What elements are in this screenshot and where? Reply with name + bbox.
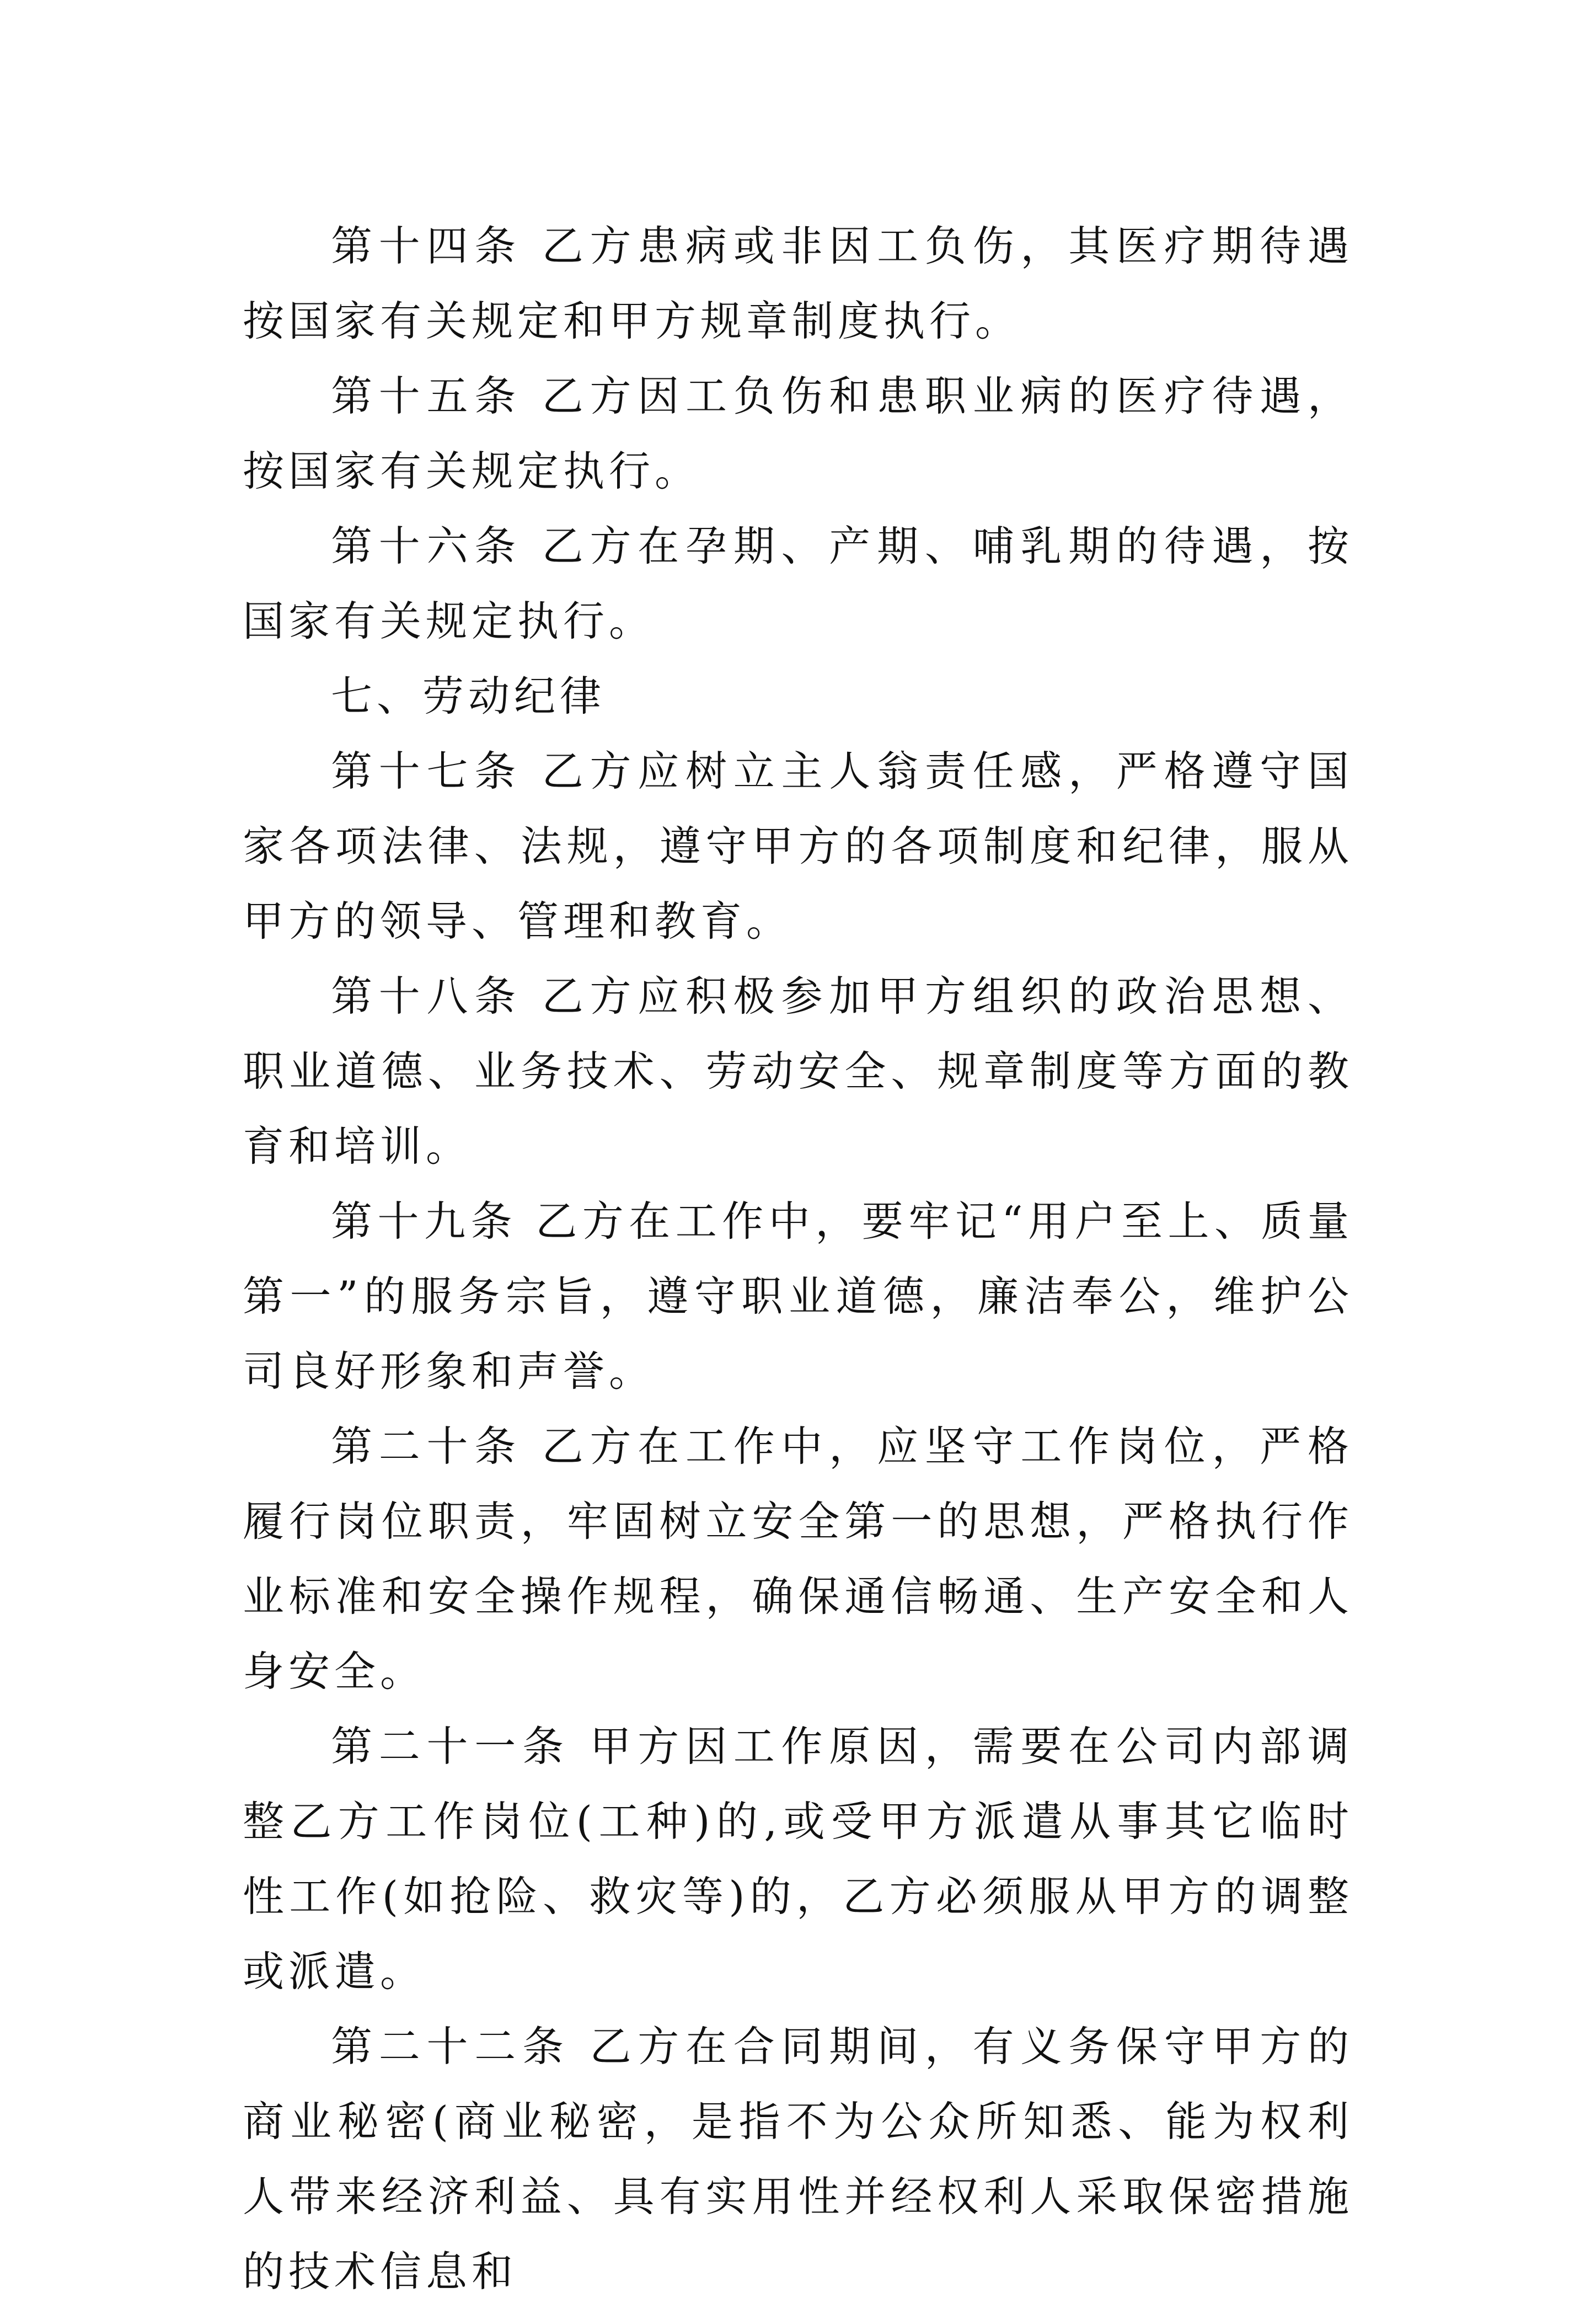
article-17: 第十七条 乙方应树立主人翁责任感，严格遵守国家各项法律、法规，遵守甲方的各项制度和纪律，服从甲方的领导、管理和教育。 [243, 747, 1353, 945]
section-heading-labor-discipline: 七、劳动纪律 [331, 672, 606, 720]
article-18: 第十八条 乙方应积极参加甲方组织的政治思想、职业道德、业务技术、劳动安全、规章制度等方面的教育和培训。 [243, 972, 1353, 1170]
article-15: 第十五条 乙方因工负伤和患职业病的医疗待遇，按国家有关规定执行。 [243, 372, 1353, 495]
article-19: 第十九条 乙方在工作中，要牢记“用户至上、质量第一”的服务宗旨，遵守职业道德，廉洁奉公，维护公司良好形象和声誉。 [243, 1197, 1353, 1396]
article-20: 第二十条 乙方在工作中，应坚守工作岗位，严格履行岗位职责，牢固树立安全第一的思想，严格执行作业标准和安全操作规程，确保通信畅通、生产安全和人身安全。 [243, 1422, 1353, 1696]
article-22: 第二十二条 乙方在合同期间，有义务保守甲方的商业秘密(商业秘密，是指不为公众所知悉、能为权利人带来经济利益、具有实用性并经权利人采取保密措施的技术信息和 [243, 2022, 1353, 2296]
article-21: 第二十一条 甲方因工作原因，需要在公司内部调整乙方工作岗位(工种)的,或受甲方派遣从事其它临时性工作(如抢险、救灾等)的，乙方必须服从甲方的调整或派遣。 [243, 1722, 1353, 1996]
document-body [243, 209, 1353, 2309]
article-16: 第十六条 乙方在孕期、产期、哺乳期的待遇，按国家有关规定执行。 [243, 522, 1353, 645]
article-14: 第十四条 乙方患病或非因工负伤，其医疗期待遇按国家有关规定和甲方规章制度执行。 [243, 222, 1353, 345]
